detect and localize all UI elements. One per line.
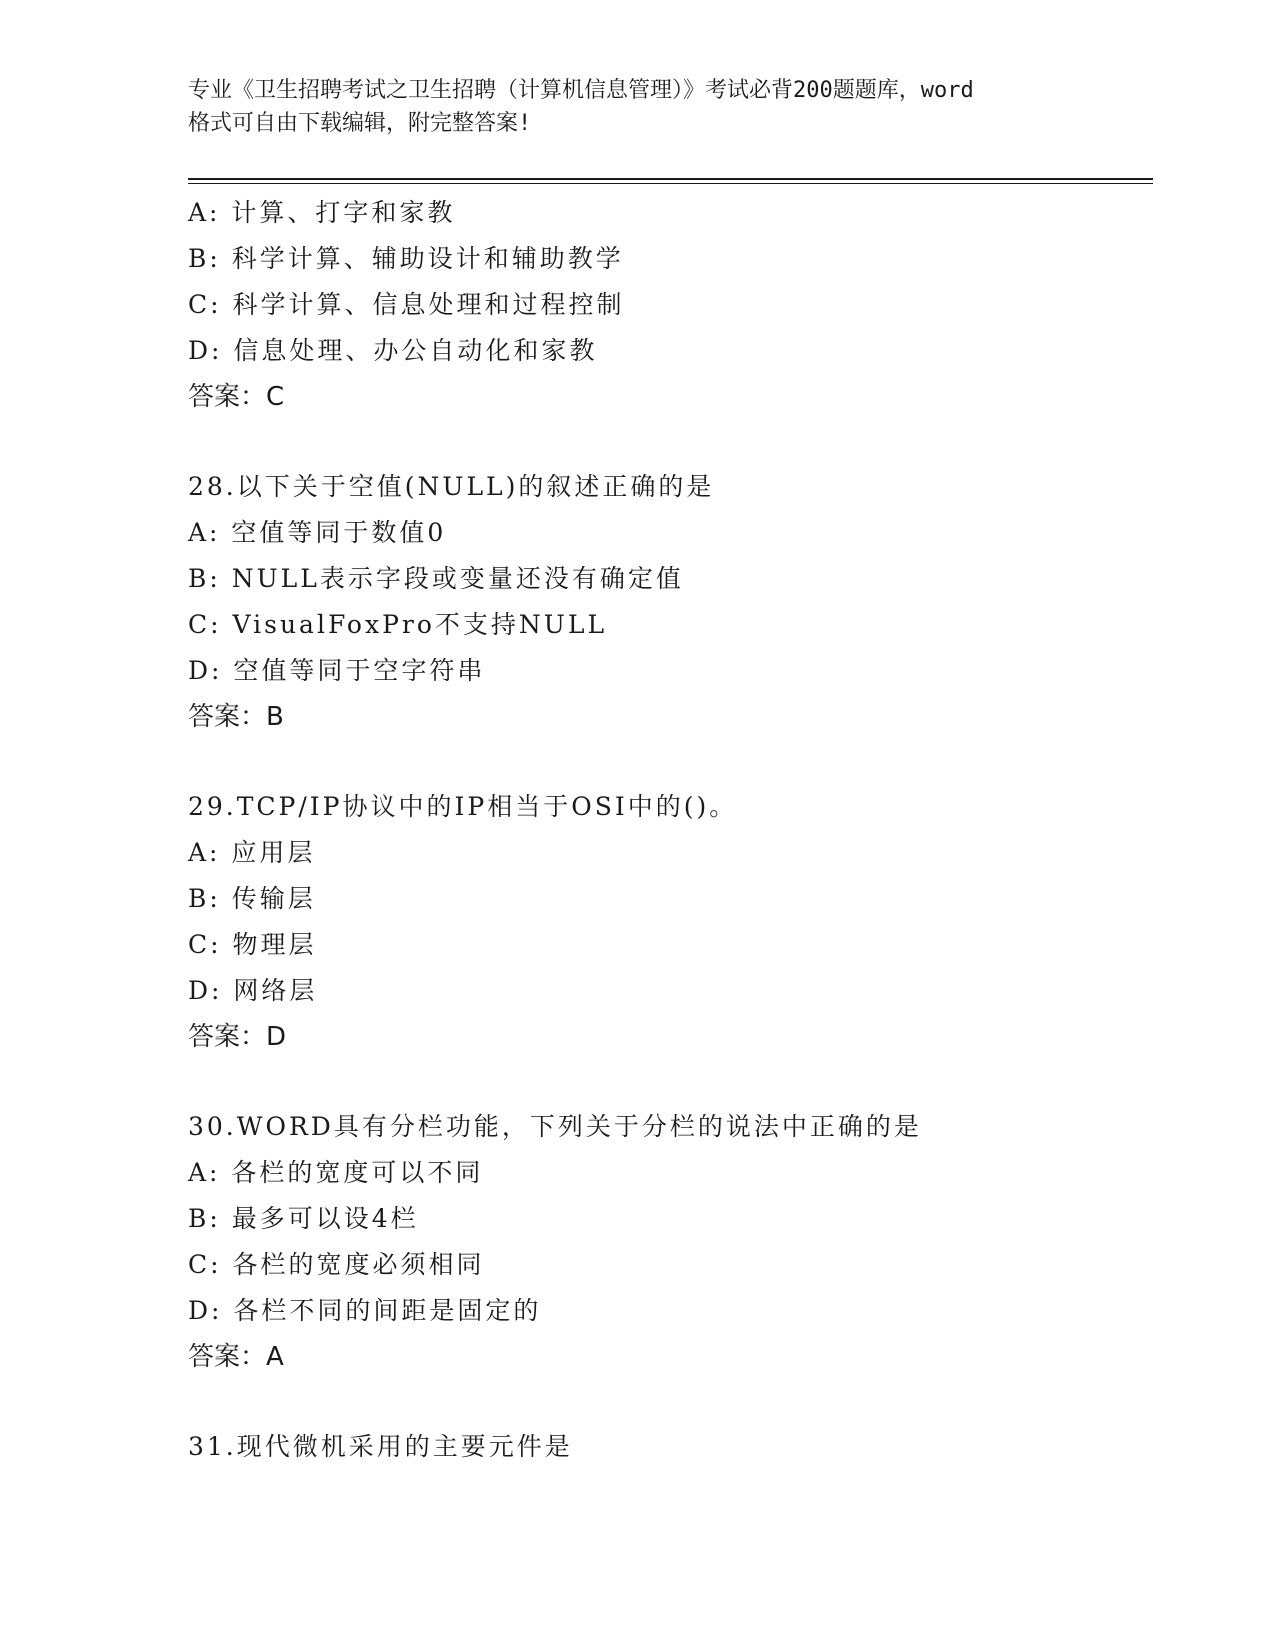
question-stem: 30.WORD具有分栏功能，下列关于分栏的说法中正确的是 [188, 1112, 922, 1141]
option-a: A: 空值等同于数值0 [188, 518, 447, 547]
option-c: C: 各栏的宽度必须相同 [188, 1250, 485, 1279]
answer-line: 答案：B [188, 702, 284, 732]
question-block [188, 1104, 1148, 1380]
option-b: B: 科学计算、辅助设计和辅助教学 [188, 244, 624, 273]
option-d: D: 网络层 [188, 976, 318, 1005]
option-d: D: 各栏不同的间距是固定的 [188, 1296, 542, 1325]
option-c: C: VisualFoxPro不支持NULL [188, 610, 608, 639]
header-line-2: 格式可自由下载编辑，附完整答案! [188, 111, 532, 136]
question-block [188, 784, 1148, 1060]
question-block [188, 190, 1148, 420]
question-block [188, 1424, 1148, 1470]
header-line-1: 专业《卫生招聘考试之卫生招聘（计算机信息管理）》考试必背200题题库，word [188, 78, 974, 103]
question-list [188, 190, 1148, 1470]
question-stem: 31.现代微机采用的主要元件是 [188, 1432, 573, 1461]
option-d: D: 信息处理、办公自动化和家教 [188, 336, 598, 365]
document-header [188, 74, 1088, 140]
option-b: B: 传输层 [188, 884, 316, 913]
option-d: D: 空值等同于空字符串 [188, 656, 486, 685]
option-a: A: 应用层 [188, 838, 316, 867]
question-stem: 29.TCP/IP协议中的IP相当于OSI中的()。 [188, 792, 738, 821]
question-stem: 28.以下关于空值(NULL)的叙述正确的是 [188, 472, 715, 501]
option-c: C: 科学计算、信息处理和过程控制 [188, 290, 625, 319]
option-b: B: NULL表示字段或变量还没有确定值 [188, 564, 684, 593]
option-b: B: 最多可以设4栏 [188, 1204, 419, 1233]
option-a: A: 各栏的宽度可以不同 [188, 1158, 484, 1187]
answer-line: 答案：A [188, 1342, 284, 1372]
header-divider-thin [188, 183, 1153, 184]
answer-line: 答案：C [188, 382, 285, 412]
question-block [188, 464, 1148, 740]
header-divider-thick [188, 178, 1153, 180]
option-c: C: 物理层 [188, 930, 317, 959]
answer-line: 答案：D [188, 1022, 287, 1052]
option-a: A: 计算、打字和家教 [188, 198, 456, 227]
